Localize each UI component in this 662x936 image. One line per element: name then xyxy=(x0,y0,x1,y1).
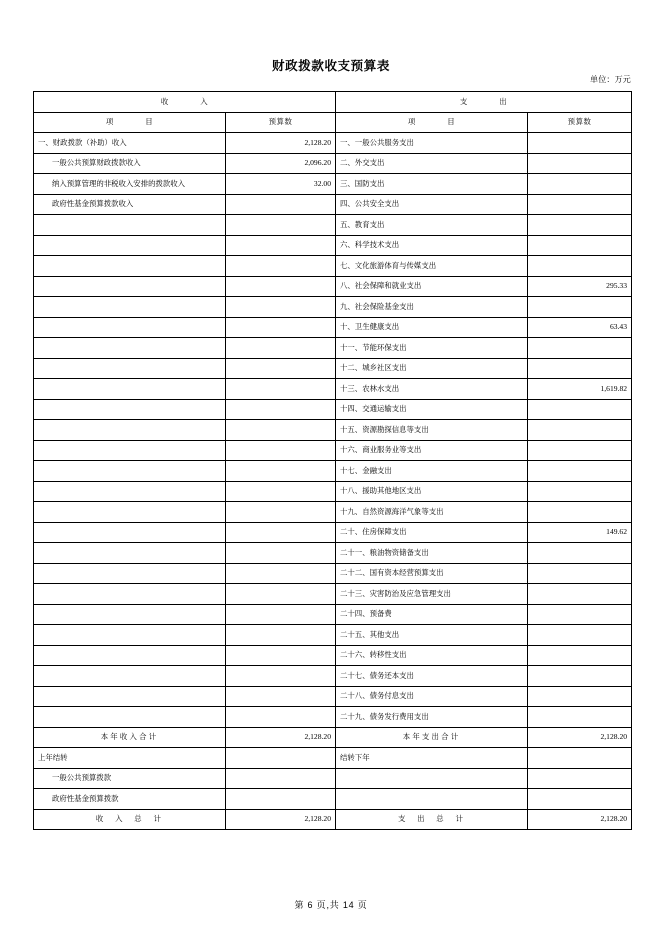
expenditure-item-label: 七、文化旅游体育与传媒支出 xyxy=(336,256,528,277)
income-item-label xyxy=(34,215,226,236)
table-row xyxy=(34,461,632,482)
expenditure-item-label: 十六、商业服务业等支出 xyxy=(336,440,528,461)
income-amount-value xyxy=(226,399,336,420)
table-row xyxy=(34,584,632,605)
expenditure-summary-label: 本年支出合计 xyxy=(336,727,528,748)
income-summary-label: 收 入 总 计 xyxy=(34,809,226,830)
expenditure-item-label: 六、科学技术支出 xyxy=(336,235,528,256)
income-amount-value xyxy=(226,235,336,256)
expenditure-item-label: 二、外交支出 xyxy=(336,153,528,174)
expenditure-summary-label xyxy=(336,789,528,810)
income-amount-value xyxy=(226,625,336,646)
expenditure-item-label: 二十一、粮油物资储备支出 xyxy=(336,543,528,564)
expenditure-amount-value xyxy=(528,604,632,625)
income-amount-value xyxy=(226,440,336,461)
table-row xyxy=(34,276,632,297)
income-amount-value xyxy=(226,358,336,379)
expenditure-item-label: 三、国防支出 xyxy=(336,174,528,195)
table-row xyxy=(34,563,632,584)
expenditure-item-label: 八、社会保障和就业支出 xyxy=(336,276,528,297)
unit-label: 单位：万元 xyxy=(590,75,631,84)
income-item-label xyxy=(34,358,226,379)
expenditure-item-label: 一、一般公共服务支出 xyxy=(336,133,528,154)
table-row xyxy=(34,645,632,666)
expenditure-summary-label: 结转下年 xyxy=(336,748,528,769)
income-item-label xyxy=(34,399,226,420)
expenditure-amount-value xyxy=(528,543,632,564)
table-row xyxy=(34,440,632,461)
income-item-label xyxy=(34,502,226,523)
expenditure-amount-value: 1,619.82 xyxy=(528,379,632,400)
income-item-label xyxy=(34,584,226,605)
income-item-label xyxy=(34,317,226,338)
income-summary-label: 政府性基金预算拨款 xyxy=(34,789,226,810)
expenditure-item-label: 四、公共安全支出 xyxy=(336,194,528,215)
income-summary-amount xyxy=(226,789,336,810)
table-row xyxy=(34,481,632,502)
table-header-row-sides xyxy=(34,92,632,113)
table-row xyxy=(34,604,632,625)
expenditure-amount-value xyxy=(528,625,632,646)
expenditure-item-label: 二十六、转移性支出 xyxy=(336,645,528,666)
income-item-label: 政府性基金预算拨款收入 xyxy=(34,194,226,215)
expenditure-item-label: 二十五、其他支出 xyxy=(336,625,528,646)
expenditure-amount-value xyxy=(528,481,632,502)
expenditure-item-label: 二十七、债务还本支出 xyxy=(336,666,528,687)
table-summary-row xyxy=(34,789,632,810)
expenditure-summary-amount: 2,128.20 xyxy=(528,727,632,748)
expenditure-amount-value xyxy=(528,235,632,256)
table-row xyxy=(34,215,632,236)
table-row xyxy=(34,317,632,338)
income-item-label xyxy=(34,461,226,482)
income-amount-value xyxy=(226,584,336,605)
expenditure-item-label: 十五、资源勘探信息等支出 xyxy=(336,420,528,441)
expenditure-item-label: 二十二、国有资本经营预算支出 xyxy=(336,563,528,584)
income-item-label xyxy=(34,604,226,625)
income-item-label xyxy=(34,235,226,256)
expenditure-amount-value xyxy=(528,153,632,174)
table-row xyxy=(34,338,632,359)
table-row xyxy=(34,153,632,174)
income-summary-amount xyxy=(226,768,336,789)
income-item-label xyxy=(34,625,226,646)
expenditure-amount-value: 149.62 xyxy=(528,522,632,543)
expenditure-amount-value xyxy=(528,584,632,605)
expenditure-item-label: 九、社会保险基金支出 xyxy=(336,297,528,318)
expenditure-amount-value xyxy=(528,256,632,277)
table-row xyxy=(34,502,632,523)
table-summary-row xyxy=(34,768,632,789)
income-summary-amount xyxy=(226,748,336,769)
income-item-label xyxy=(34,666,226,687)
income-item-label: 纳入预算管理的非税收入安排的拨款收入 xyxy=(34,174,226,195)
income-amount-value xyxy=(226,256,336,277)
income-amount-column-header: 预算数 xyxy=(226,112,336,133)
income-item-label xyxy=(34,563,226,584)
expenditure-amount-column-header: 预算数 xyxy=(528,112,632,133)
expenditure-amount-value xyxy=(528,563,632,584)
page-title: 财政拨款收支预算表 xyxy=(272,59,390,73)
income-item-label xyxy=(34,297,226,318)
expenditure-item-label: 二十、住房保障支出 xyxy=(336,522,528,543)
income-amount-value: 32.00 xyxy=(226,174,336,195)
expenditure-amount-value xyxy=(528,420,632,441)
expenditure-amount-value xyxy=(528,194,632,215)
expenditure-amount-value xyxy=(528,461,632,482)
expenditure-amount-value xyxy=(528,440,632,461)
income-amount-value xyxy=(226,317,336,338)
expenditure-summary-label: 支 出 总 计 xyxy=(336,809,528,830)
income-amount-value xyxy=(226,563,336,584)
expenditure-amount-value xyxy=(528,133,632,154)
income-item-label xyxy=(34,686,226,707)
income-amount-value xyxy=(226,297,336,318)
income-item-label xyxy=(34,420,226,441)
expenditure-item-label: 十二、城乡社区支出 xyxy=(336,358,528,379)
income-amount-value xyxy=(226,707,336,728)
income-item-label xyxy=(34,645,226,666)
table-summary-row xyxy=(34,809,632,830)
expenditure-amount-value: 295.33 xyxy=(528,276,632,297)
expenditure-item-column-header: 项 目 xyxy=(336,112,528,133)
expenditure-item-label: 二十四、预备费 xyxy=(336,604,528,625)
expenditure-amount-value xyxy=(528,645,632,666)
expenditure-item-label: 十三、农林水支出 xyxy=(336,379,528,400)
table-header-row-columns xyxy=(34,112,632,133)
table-row xyxy=(34,666,632,687)
table-row xyxy=(34,420,632,441)
income-amount-value xyxy=(226,645,336,666)
income-item-label xyxy=(34,256,226,277)
income-summary-amount: 2,128.20 xyxy=(226,727,336,748)
expenditure-item-label: 十四、交通运输支出 xyxy=(336,399,528,420)
budget-table xyxy=(33,91,632,830)
table-summary-row xyxy=(34,727,632,748)
table-row xyxy=(34,379,632,400)
income-amount-value xyxy=(226,194,336,215)
income-item-label xyxy=(34,440,226,461)
income-item-column-header: 项 目 xyxy=(34,112,226,133)
table-row xyxy=(34,522,632,543)
expenditure-summary-amount xyxy=(528,768,632,789)
expenditure-summary-amount xyxy=(528,748,632,769)
expenditure-item-label: 二十九、债务发行费用支出 xyxy=(336,707,528,728)
table-row xyxy=(34,399,632,420)
expenditure-item-label: 二十三、灾害防治及应急管理支出 xyxy=(336,584,528,605)
expenditure-amount-value: 63.43 xyxy=(528,317,632,338)
expenditure-item-label: 五、教育支出 xyxy=(336,215,528,236)
income-side-header: 收 入 xyxy=(34,92,336,113)
income-amount-value xyxy=(226,666,336,687)
table-row xyxy=(34,194,632,215)
table-row xyxy=(34,256,632,277)
table-summary-row xyxy=(34,748,632,769)
expenditure-item-label: 十、卫生健康支出 xyxy=(336,317,528,338)
income-item-label xyxy=(34,276,226,297)
expenditure-side-header: 支 出 xyxy=(336,92,632,113)
expenditure-amount-value xyxy=(528,502,632,523)
table-row xyxy=(34,358,632,379)
table-row xyxy=(34,625,632,646)
income-summary-amount: 2,128.20 xyxy=(226,809,336,830)
table-row xyxy=(34,686,632,707)
income-amount-value xyxy=(226,502,336,523)
table-row xyxy=(34,133,632,154)
expenditure-item-label: 十九、自然资源海洋气象等支出 xyxy=(336,502,528,523)
income-item-label xyxy=(34,707,226,728)
table-row xyxy=(34,707,632,728)
table-row xyxy=(34,235,632,256)
income-amount-value: 2,096.20 xyxy=(226,153,336,174)
income-amount-value: 2,128.20 xyxy=(226,133,336,154)
table-row xyxy=(34,174,632,195)
expenditure-item-label: 二十八、债务付息支出 xyxy=(336,686,528,707)
expenditure-amount-value xyxy=(528,358,632,379)
expenditure-summary-label xyxy=(336,768,528,789)
income-amount-value xyxy=(226,481,336,502)
income-amount-value xyxy=(226,338,336,359)
income-amount-value xyxy=(226,604,336,625)
income-amount-value xyxy=(226,522,336,543)
expenditure-item-label: 十八、援助其他地区支出 xyxy=(336,481,528,502)
expenditure-amount-value xyxy=(528,215,632,236)
expenditure-amount-value xyxy=(528,686,632,707)
income-amount-value xyxy=(226,543,336,564)
income-amount-value xyxy=(226,686,336,707)
income-item-label xyxy=(34,338,226,359)
expenditure-item-label: 十七、金融支出 xyxy=(336,461,528,482)
income-amount-value xyxy=(226,276,336,297)
income-item-label xyxy=(34,481,226,502)
income-amount-value xyxy=(226,420,336,441)
expenditure-item-label: 十一、节能环保支出 xyxy=(336,338,528,359)
expenditure-summary-amount xyxy=(528,789,632,810)
income-summary-label: 本年收入合计 xyxy=(34,727,226,748)
expenditure-summary-amount: 2,128.20 xyxy=(528,809,632,830)
income-item-label xyxy=(34,543,226,564)
income-summary-label: 上年结转 xyxy=(34,748,226,769)
income-item-label xyxy=(34,522,226,543)
income-item-label: 一般公共预算财政拨款收入 xyxy=(34,153,226,174)
page-footer: 第 6 页,共 14 页 xyxy=(294,900,368,910)
expenditure-amount-value xyxy=(528,297,632,318)
table-row xyxy=(34,297,632,318)
income-item-label xyxy=(34,379,226,400)
expenditure-amount-value xyxy=(528,399,632,420)
expenditure-amount-value xyxy=(528,707,632,728)
expenditure-amount-value xyxy=(528,174,632,195)
table-row xyxy=(34,543,632,564)
income-summary-label: 一般公共预算拨款 xyxy=(34,768,226,789)
expenditure-amount-value xyxy=(528,338,632,359)
income-amount-value xyxy=(226,215,336,236)
income-amount-value xyxy=(226,379,336,400)
expenditure-amount-value xyxy=(528,666,632,687)
income-amount-value xyxy=(226,461,336,482)
income-item-label: 一、财政拨款（补助）收入 xyxy=(34,133,226,154)
